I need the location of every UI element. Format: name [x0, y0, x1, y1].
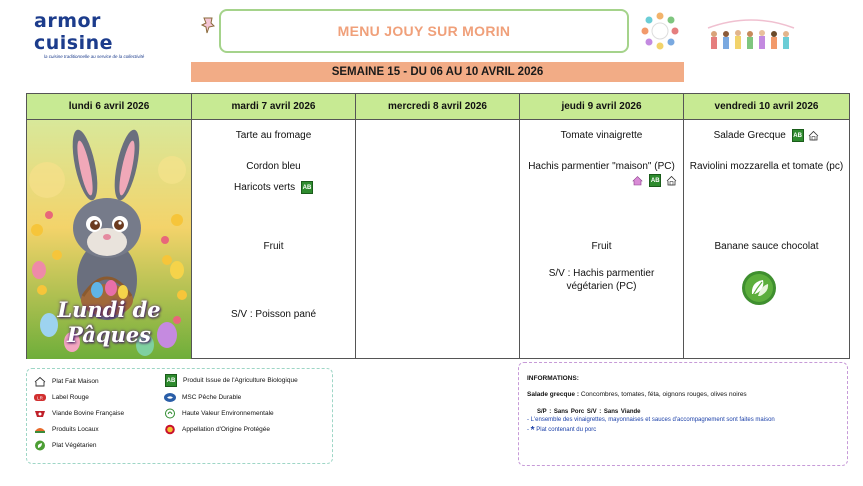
friday-starter-row: [684, 129, 849, 142]
day-header-friday: vendredi 10 avril 2026: [683, 93, 850, 120]
day-cell-wednesday: [355, 120, 520, 359]
children-crowd-icon: [706, 14, 796, 54]
day-cell-tuesday: [191, 120, 356, 359]
french-beef-icon: [33, 408, 47, 419]
tuesday-veg-option: S/V : Poisson pané: [230, 309, 317, 320]
msc-fish-icon: [163, 392, 177, 403]
logo: [34, 10, 184, 59]
svg-text:LR: LR: [37, 395, 43, 401]
info-salad-label: Salade grecque :: [527, 391, 580, 398]
logo-text: armor cuisine: [34, 10, 114, 54]
legend-hve: [163, 408, 274, 419]
legend-organic: [165, 374, 298, 387]
tuesday-main: Cordon bleu: [246, 161, 301, 172]
pushpin-icon: [200, 15, 220, 35]
legend-msc-label: MSC Pêche Durable: [182, 394, 242, 401]
friday-main: Raviolini mozzarella et tomate (pc): [689, 161, 844, 172]
legend-aop: [163, 424, 270, 435]
day-cell-thursday: [519, 120, 684, 359]
legend-french-beef: [33, 408, 124, 419]
friday-starter: Salade Grecque: [713, 130, 786, 142]
easter-caption: Lundi de Pâques: [57, 297, 161, 347]
legend-homemade-label: Plat Fait Maison: [52, 378, 99, 385]
organic-ab-icon: AB: [792, 129, 804, 142]
homemade-icon: [666, 175, 677, 186]
legend-box: [26, 368, 333, 464]
week-banner: [191, 62, 684, 82]
day-cell-monday: [26, 120, 192, 359]
easter-bunny-image: [27, 120, 191, 359]
day-header-monday: lundi 6 avril 2026: [26, 93, 192, 120]
day-header-wednesday: mercredi 8 avril 2026: [355, 93, 520, 120]
local-products-icon: [33, 424, 47, 435]
legend-hve-label: Haute Valeur Environnementale: [182, 410, 274, 417]
thursday-main-icons: [520, 174, 683, 187]
menu-title-box: [219, 9, 629, 53]
legend-organic-label: Produit Issue de l'Agriculture Biologique: [183, 377, 298, 384]
legend-vegetarian: [33, 440, 96, 451]
info-sauces-note: - L'ensemble des vinaigrettes, mayonnaises et sauces d'accompagnement sont faites maison: [527, 417, 775, 423]
legend-aop-label: Appellation d'Origine Protégée: [182, 426, 270, 433]
info-salad-text: Concombres, tomates, féta, oignons rouges, olives noires: [580, 391, 747, 398]
info-title: INFORMATIONS:: [527, 375, 579, 382]
logo-tagline: la cuisine traditionnelle au service de la collectivité: [44, 54, 145, 59]
thursday-dessert: Fruit: [591, 241, 612, 252]
information-box: [518, 362, 848, 466]
week-label: SEMAINE 15 - DU 06 AU 10 AVRIL 2026: [331, 66, 544, 78]
thursday-veg-option: S/V : Hachis parmentier végétarien (PC): [548, 268, 655, 292]
organic-ab-icon: AB: [649, 174, 661, 187]
thursday-main: Hachis parmentier "maison" (PC): [528, 161, 675, 172]
info-pork-prefix: -: [527, 427, 529, 433]
aop-seal-icon: [163, 424, 177, 435]
info-sp-sv-legend: S/P : Sans Porc S/V : Sans Viande: [537, 409, 641, 415]
menu-grid: [26, 93, 850, 359]
homemade-icon: [808, 130, 819, 141]
tuesday-starter: Tarte au fromage: [235, 130, 312, 141]
organic-ab-icon: AB: [301, 181, 313, 194]
thursday-starter: Tomate vinaigrette: [560, 130, 643, 141]
info-pork-note: [527, 425, 839, 436]
tuesday-dessert: Fruit: [263, 241, 284, 252]
legend-vegetarian-label: Plat Végétarien: [52, 442, 97, 449]
tuesday-side: Haricots verts: [234, 182, 296, 194]
vegetarian-leaf-icon: [33, 440, 47, 451]
children-circle-icon: [640, 11, 680, 51]
legend-local-products: [33, 424, 99, 435]
legend-homemade: [33, 376, 99, 387]
label-rouge-icon: [33, 392, 47, 403]
friday-dessert: Banane sauce chocolat: [714, 241, 819, 252]
legend-local-products-label: Produits Locaux: [52, 426, 99, 433]
legend-msc: [163, 392, 241, 403]
legend-label-rouge-label: Label Rouge: [52, 394, 89, 401]
day-cell-friday: [683, 120, 850, 359]
pork-icon: [632, 175, 643, 186]
legend-label-rouge: [33, 392, 89, 403]
hve-icon: [163, 408, 177, 419]
organic-ab-icon: AB: [165, 374, 177, 387]
homemade-icon: [33, 376, 47, 387]
info-salad-line: [527, 391, 839, 398]
pork-star-icon: *: [530, 425, 535, 436]
day-header-tuesday: mardi 7 avril 2026: [191, 93, 356, 120]
tuesday-side-row: [192, 181, 355, 194]
legend-french-beef-label: Viande Bovine Française: [52, 410, 125, 417]
vegetarian-leaf-icon: [741, 270, 777, 306]
info-pork-text: Plat contenant du porc: [536, 427, 597, 433]
day-header-thursday: jeudi 9 avril 2026: [519, 93, 684, 120]
menu-title: MENU JOUY SUR MORIN: [337, 23, 511, 39]
